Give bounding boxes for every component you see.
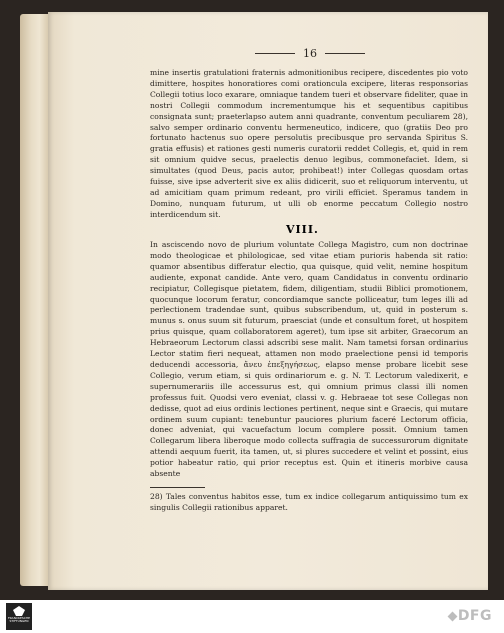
dfg-mark-icon xyxy=(447,612,457,622)
book-spine-edge xyxy=(20,14,48,586)
header-rule-left xyxy=(255,53,295,54)
dfg-logo xyxy=(449,608,492,624)
page-number: 16 xyxy=(303,46,317,60)
footnote-divider xyxy=(150,487,205,488)
page-header xyxy=(255,46,365,60)
paragraph-section-body: In asciscendo novo de plurium voluntate Collega Magistro, cum non doctrinae modo theologicae et philologicae, sed vitae etiam purioris habenda sit ratio: quamor absentibus differatur electio, qua quisque, quid velit, nemine hospitum audiente, exponat candide. Ante vero, quam Candidatus in conventu ordinario recipiatur, Collegisque pietatem, fidem, diligentiam, studii Biblici promotionem, quocunque locorum feratur, concordiamque sancte polliceatur, tum leges illi ad perlectionem tradendae sunt, quibus subscribendum, ut, quid in posterum s. munus s. onus suum sit futurum, praesciat (unde et consultum foret, ut hospitem prius quisque, quam collaboratorem ageret), tum ipse sit arbiter, Graecorum an Hebraeorum Lectorum classi adscribi sese malit. Nam tametsi forsan ordinarius Lector statim fieri nequeat, attamen non modo praelectione pensi id temporis deducendi accessoria, ἄνευ ἐπεξηγήσεως, elapso mense probare licebit sese Collegio, verum etiam, si quis ordinariorum e. g. N. T. Lectorum valedixerit, e supernumerariis ille accessurus est, qui omnium primus classi illi nomen professus fuit. Quodsi vero eveniat, classi v. g. Hebraeae tot sese Collegas non dedisse, quot ad eius ordinis lectiones pertinent, neque sint e Graecis, qui mutare ordinem suum cupiant: tenebuntur pauciores plurium faceré Lectorum officia, donec adveniat, qui vacuefactum locum complere possit. Omnium tamen Collegarum libera liberoque modo collecta suffragia de successurorum dignitate attendi aequum fuerit, ita tamen, ut, si plures succedere et velint et possint, eius potior habeatur ratio, qui prior receptus est. Quin et itineris morbive causa absente xyxy=(150,240,468,479)
paragraph-continuation: mine insertis gratulationi fraternis admonitionibus recipere, discedentes pio voto dimittere, hospites honoratiores comi orationcula excipere, literas responsorias Collegii totius loco exarare, omniaque tandem tueri et observare fideliter, quae in nostri Collegii commodum incrementumque his et sequentibus capitibus consignata sunt; praeterlapso autem anni quadrante, conventum peculiarem 28), salvo semper ordinario conventu hermeneutico, indicere, quo (gratiis Deo pro fortunato hactenus suo opere persolutis precibusque pro servanda Spiritus S. gratia effusis) et rationes gesti numeris curatorii reddet Collegis, et, quid in rem sit omnium quidve secus, praelectis denuo legibus, commonefaciet. Idem, si simultates (quod Deus, pacis autor, prohibeat!) inter Collegas quosdam ortas fuisse, sive ipse adverterit sive ex aliis didicerit, suo et reliquorum interventu, ut ad amicitiam quam primum redeant, pro virili efficiet. Speramus tandem in Domino, nunquam futurum, ut ulli ob enorme peccatum Collegio nostro interdicendum sit. xyxy=(150,68,468,219)
logo-left-text: FRANCKESCHE STIFTUNGEN xyxy=(7,616,31,624)
section-heading: VIII. xyxy=(286,223,319,236)
footnote: 28) Tales conventus habitos esse, tum ex indice collegarum antiquissimo tum ex singulis Collegii rationibus apparet. xyxy=(150,492,468,512)
header-rule-right xyxy=(325,53,365,54)
dfg-logo-text: DFG xyxy=(457,608,492,624)
franckesche-stiftungen-logo xyxy=(6,603,32,630)
viewer-footer-bar xyxy=(0,600,504,633)
eagle-icon xyxy=(13,606,25,616)
